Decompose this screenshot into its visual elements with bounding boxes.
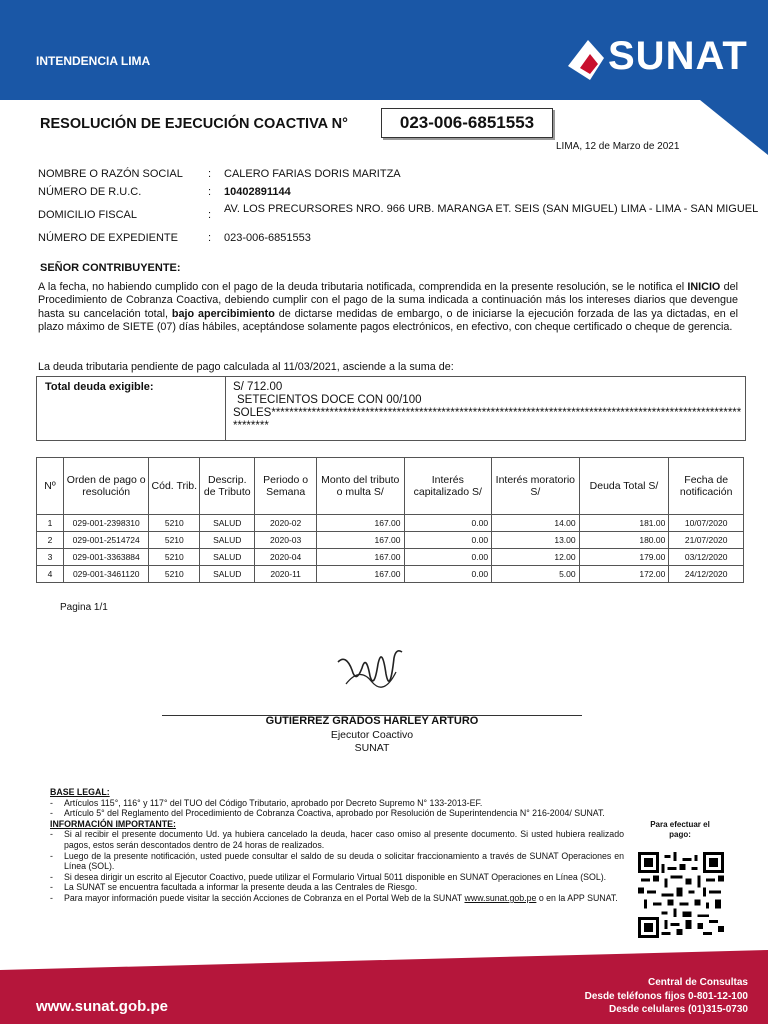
cell: 4 <box>37 566 64 583</box>
cell: 2020-02 <box>255 515 317 532</box>
total-value-cell <box>233 381 743 433</box>
info-label: NÚMERO DE R.U.C. <box>38 186 142 198</box>
total-box <box>36 376 746 441</box>
cell: 179.00 <box>579 549 669 566</box>
cell: 2020-03 <box>255 532 317 549</box>
info-colon: : <box>208 168 212 180</box>
page-number: Pagina 1/1 <box>60 602 108 613</box>
cell: 10/07/2020 <box>669 515 744 532</box>
total-amount: S/ 712.00 <box>233 381 283 393</box>
cell: 167.00 <box>316 532 404 549</box>
debt-table <box>36 457 744 583</box>
col-header: Nº <box>37 458 64 515</box>
notice-text: de dictarse medidas de embargo, o de iniciarse la ejecución forzada de las ya dictadas, en el plazo máximo de SIETE (07) días hábiles, aceptándose solamente pagos electrónicos, en efectivo, con cheque certificado o cheque de gerencia. <box>38 307 739 334</box>
col-header: Fecha de notificación <box>669 458 744 515</box>
cell: 14.00 <box>492 515 580 532</box>
intendencia-label: INTENDENCIA LIMA <box>36 54 151 68</box>
col-header: Monto del tributo o multa S/ <box>316 458 404 515</box>
cell: 172.00 <box>579 566 669 583</box>
col-header: Descrip. de Tributo <box>200 458 255 515</box>
cell: 0.00 <box>404 515 492 532</box>
info-label: NOMBRE O RAZÓN SOCIAL <box>38 168 183 180</box>
cell: 167.00 <box>316 549 404 566</box>
info-value: AV. LOS PRECURSORES NRO. 966 URB. MARANGA ET. SEIS (SAN MIGUEL) LIMA - LIMA - SAN MIGUEL <box>224 203 759 215</box>
sunat-link[interactable]: www.sunat.gob.pe <box>464 892 537 903</box>
cell: 180.00 <box>579 532 669 549</box>
table-row <box>37 566 744 583</box>
signer-name: GUTIERREZ GRADOS HARLEY ARTURO <box>265 715 479 727</box>
resolution-number: 023-006-6851553 <box>381 108 553 138</box>
pay-label: Para efectuar el pago: <box>650 820 710 839</box>
total-label: Total deuda exigible: <box>45 381 154 393</box>
signer-role: Ejecutor Coactivo <box>330 729 414 741</box>
cell: 0.00 <box>404 532 492 549</box>
base-legal-list <box>50 798 624 819</box>
base-legal-title: BASE LEGAL: <box>50 787 110 797</box>
cell: 12.00 <box>492 549 580 566</box>
cell: 5210 <box>149 515 200 532</box>
table-row <box>37 515 744 532</box>
cell: 029-001-2398310 <box>64 515 149 532</box>
cell: 5210 <box>149 532 200 549</box>
signer-org: SUNAT <box>354 742 390 754</box>
cell: 24/12/2020 <box>669 566 744 583</box>
cell: SALUD <box>200 549 255 566</box>
col-header: Orden de pago o resolución <box>64 458 149 515</box>
list-item <box>50 893 624 904</box>
total-soles: SOLES***************************************************************************************************************** <box>233 407 742 432</box>
qr-code-icon <box>638 852 724 938</box>
resolution-title: RESOLUCIÓN DE EJECUCIÓN COACTIVA N° <box>40 116 348 132</box>
col-header: Interés moratorio S/ <box>492 458 580 515</box>
list-item: - Si al recibir el presente documento Ud. ya hubiera cancelado la deuda, hacer caso omiso al presente documento. Si usted hubiera realizado pagos, estos serán descontados dentro de 24 horas de realizados. <box>50 829 624 850</box>
col-header: Interés capitalizado S/ <box>404 458 492 515</box>
sunat-logo-text: SUNAT <box>608 34 748 78</box>
cell: 5.00 <box>492 566 580 583</box>
cell: 167.00 <box>316 515 404 532</box>
info-text: Para mayor información puede visitar la sección Acciones de Cobranza en el Portal Web de la SUNAT <box>64 892 463 903</box>
info-text: o en la APP SUNAT. <box>538 892 618 903</box>
footer-website[interactable]: www.sunat.gob.pe <box>36 998 168 1015</box>
info-label: DOMICILIO FISCAL <box>38 209 138 221</box>
notice-text: del Procedimiento de Cobranza Coactiva, debiendo cumplir con el pago de la suma indicada a continuación más los intereses diarios que devengue hasta su cancelación total, <box>38 281 738 320</box>
table-row <box>37 532 744 549</box>
cell: 1 <box>37 515 64 532</box>
table-row <box>37 549 744 566</box>
cell: 3 <box>37 549 64 566</box>
cell: 2020-04 <box>255 549 317 566</box>
cell: 2 <box>37 532 64 549</box>
col-header: Cód. Trib. <box>149 458 200 515</box>
cell: 181.00 <box>579 515 669 532</box>
col-header: Periodo o Semana <box>255 458 317 515</box>
cell: 5210 <box>149 566 200 583</box>
list-item: - La SUNAT se encuentra facultada a informar la presente deuda a las Centrales de Riesgo. <box>50 882 624 893</box>
info-colon: : <box>208 232 212 244</box>
cell: 029-001-3461120 <box>64 566 149 583</box>
list-item: - Artículos 115°, 116° y 117° del TUO del Código Tributario, aprobado por Decreto Supremo N° 133-2013-EF. <box>50 798 624 809</box>
list-item: - Artículo 5° del Reglamento del Procedimiento de Cobranza Coactiva, aprobado por Resolución de Superintendencia N° 216-2004/ SUNAT. <box>50 808 624 819</box>
cell: 5210 <box>149 549 200 566</box>
cell: 029-001-2514724 <box>64 532 149 549</box>
cell: 029-001-3363884 <box>64 549 149 566</box>
info-colon: : <box>208 186 212 198</box>
total-label-cell <box>37 377 226 440</box>
cell: 03/12/2020 <box>669 549 744 566</box>
notice-inicio: INICIO <box>687 281 721 293</box>
total-words: SETECIENTOS DOCE CON 00/100 <box>237 394 422 406</box>
deuda-text: La deuda tributaria pendiente de pago calculada al 11/03/2021, asciende a la suma de: <box>38 361 454 373</box>
list-item: - Luego de la presente notificación, usted puede consultar el saldo de su deuda o solicitar fraccionamiento a través de SUNAT Operaciones en Línea (SOL). <box>50 851 624 872</box>
footer-fijos: Desde teléfonos fijos 0-801-12-100 <box>584 990 748 1002</box>
cell: 0.00 <box>404 566 492 583</box>
notice-text: A la fecha, no habiendo cumplido con el pago de la deuda tributaria notificada, comprendida en la presente resolución, se le notifica el <box>38 281 685 293</box>
cell: 0.00 <box>404 549 492 566</box>
info-value: CALERO FARIAS DORIS MARITZA <box>224 168 401 180</box>
footer-central: Central de Consultas <box>647 977 748 988</box>
col-header: Deuda Total S/ <box>579 458 669 515</box>
info-colon: : <box>208 209 212 221</box>
footer-celulares: Desde celulares (01)315-0730 <box>609 1004 748 1015</box>
footer-contact <box>585 976 748 1017</box>
info-importante-title: INFORMACIÓN IMPORTANTE: <box>50 818 176 829</box>
cell: 167.00 <box>316 566 404 583</box>
resolution-date: LIMA, 12 de Marzo de 2021 <box>556 141 680 152</box>
table-header-row <box>37 458 744 515</box>
senor-contribuyente: SEÑOR CONTRIBUYENTE: <box>40 262 181 274</box>
legal-section <box>50 787 624 904</box>
info-value: 10402891144 <box>224 186 291 198</box>
notice-paragraph <box>38 281 738 335</box>
info-value: 023-006-6851553 <box>224 232 311 244</box>
cell: 21/07/2020 <box>669 532 744 549</box>
info-importante-list <box>50 829 624 903</box>
signature-image <box>326 624 420 710</box>
cell: SALUD <box>200 566 255 583</box>
cell: 13.00 <box>492 532 580 549</box>
cell: SALUD <box>200 532 255 549</box>
notice-bajo: bajo apercibimiento <box>171 307 275 320</box>
cell: 2020-11 <box>255 566 317 583</box>
info-label: NÚMERO DE EXPEDIENTE <box>38 232 178 244</box>
list-item: - Si desea dirigir un escrito al Ejecutor Coactivo, puede utilizar el Formulario Virtual 5011 disponible en SUNAT Operaciones en Línea (SOL). <box>50 872 624 883</box>
cell: SALUD <box>200 515 255 532</box>
